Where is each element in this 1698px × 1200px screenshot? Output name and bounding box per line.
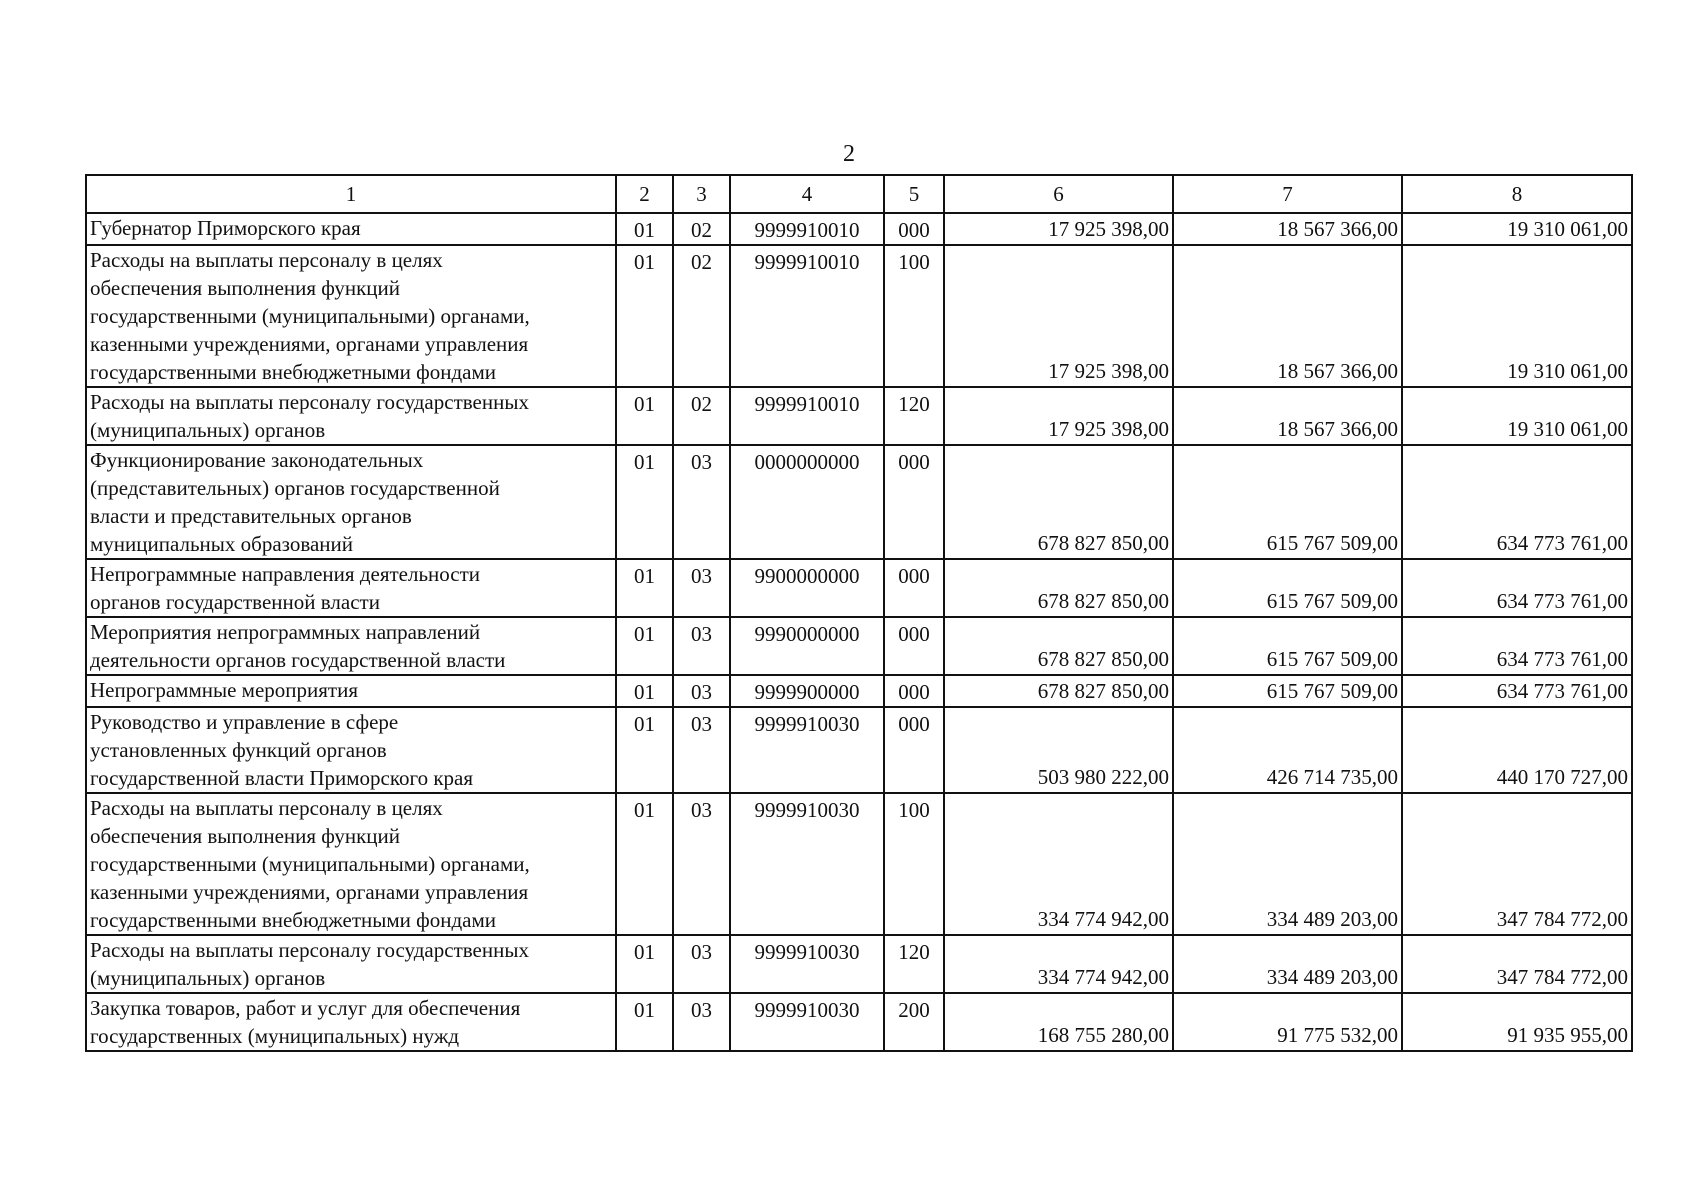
item-name-line: (муниципальных) органов <box>90 966 326 990</box>
target-article-code: 9999900000 <box>730 675 884 707</box>
item-name-line: обеспечения выполнения функций <box>90 276 401 300</box>
section-code: 01 <box>616 213 673 245</box>
item-name-line: Расходы на выплаты персоналу в целях <box>90 796 443 820</box>
item-name-line: деятельности органов государственной власти <box>90 648 506 672</box>
item-name-line: казенными учреждениями, органами управления <box>90 880 529 904</box>
amount-col-6: 334 774 942,00 <box>944 935 1173 993</box>
section-code: 01 <box>616 617 673 675</box>
amount-col-7: 18 567 366,00 <box>1173 245 1402 387</box>
table-row <box>86 793 1632 935</box>
table-body <box>86 213 1632 1051</box>
item-name-line: (муниципальных) органов <box>90 418 326 442</box>
item-name <box>86 675 616 707</box>
table-row <box>86 675 1632 707</box>
section-code: 01 <box>616 935 673 993</box>
expense-type-code: 000 <box>884 445 944 559</box>
expense-type-code: 120 <box>884 387 944 445</box>
item-name-line: Непрограммные направления деятельности <box>90 562 481 586</box>
item-name-line: органов государственной власти <box>90 590 380 614</box>
amount-col-8: 634 773 761,00 <box>1402 675 1632 707</box>
amount-col-7: 91 775 532,00 <box>1173 993 1402 1051</box>
amount-col-6: 678 827 850,00 <box>944 675 1173 707</box>
section-code: 01 <box>616 993 673 1051</box>
item-name <box>86 993 616 1051</box>
subsection-code: 03 <box>673 617 730 675</box>
budget-table <box>85 174 1633 1052</box>
expense-type-code: 000 <box>884 559 944 617</box>
item-name-line: государственных (муниципальных) нужд <box>90 1024 460 1048</box>
amount-col-7: 334 489 203,00 <box>1173 793 1402 935</box>
amount-col-8: 19 310 061,00 <box>1402 245 1632 387</box>
amount-col-7: 18 567 366,00 <box>1173 387 1402 445</box>
amount-col-6: 17 925 398,00 <box>944 245 1173 387</box>
item-name-line: Руководство и управление в сфере <box>90 710 399 734</box>
column-header-7: 7 <box>1173 175 1402 213</box>
item-name-line: (представительных) органов государственной <box>90 476 500 500</box>
amount-col-8: 634 773 761,00 <box>1402 445 1632 559</box>
expense-type-code: 100 <box>884 245 944 387</box>
item-name-line: государственными (муниципальными) органами, <box>90 304 530 328</box>
item-name <box>86 617 616 675</box>
column-header-4: 4 <box>730 175 884 213</box>
item-name-line: Расходы на выплаты персоналу государственных <box>90 938 529 962</box>
page-number: 2 <box>843 141 855 167</box>
amount-col-8: 634 773 761,00 <box>1402 617 1632 675</box>
amount-col-8: 347 784 772,00 <box>1402 935 1632 993</box>
amount-col-8: 19 310 061,00 <box>1402 213 1632 245</box>
amount-col-8: 440 170 727,00 <box>1402 707 1632 793</box>
item-name <box>86 245 616 387</box>
expense-type-code: 100 <box>884 793 944 935</box>
expense-type-code: 000 <box>884 213 944 245</box>
target-article-code: 9999910010 <box>730 245 884 387</box>
column-header-1: 1 <box>86 175 616 213</box>
item-name-line: Губернатор Приморского края <box>90 216 361 240</box>
amount-col-6: 503 980 222,00 <box>944 707 1173 793</box>
table-row <box>86 559 1632 617</box>
item-name-line: муниципальных образований <box>90 532 353 556</box>
item-name-line: государственными (муниципальными) органами, <box>90 852 530 876</box>
amount-col-6: 17 925 398,00 <box>944 387 1173 445</box>
item-name <box>86 445 616 559</box>
amount-col-7: 615 767 509,00 <box>1173 675 1402 707</box>
target-article-code: 9999910030 <box>730 793 884 935</box>
item-name-line: Функционирование законодательных <box>90 448 424 472</box>
table-row <box>86 707 1632 793</box>
column-header-6: 6 <box>944 175 1173 213</box>
amount-col-7: 334 489 203,00 <box>1173 935 1402 993</box>
table-row <box>86 993 1632 1051</box>
item-name-line: установленных функций органов <box>90 738 387 762</box>
item-name-line: государственными внебюджетными фондами <box>90 360 497 384</box>
item-name <box>86 387 616 445</box>
target-article-code: 9999910010 <box>730 213 884 245</box>
amount-col-6: 17 925 398,00 <box>944 213 1173 245</box>
section-code: 01 <box>616 445 673 559</box>
expense-type-code: 120 <box>884 935 944 993</box>
amount-col-7: 426 714 735,00 <box>1173 707 1402 793</box>
column-header-8: 8 <box>1402 175 1632 213</box>
target-article-code: 9999910030 <box>730 707 884 793</box>
amount-col-6: 678 827 850,00 <box>944 617 1173 675</box>
amount-col-7: 615 767 509,00 <box>1173 445 1402 559</box>
amount-col-8: 347 784 772,00 <box>1402 793 1632 935</box>
table-row <box>86 445 1632 559</box>
amount-col-6: 678 827 850,00 <box>944 445 1173 559</box>
column-header-3: 3 <box>673 175 730 213</box>
item-name-line: Расходы на выплаты персоналу государственных <box>90 390 529 414</box>
item-name-line: государственной власти Приморского края <box>90 766 474 790</box>
subsection-code: 03 <box>673 445 730 559</box>
amount-col-7: 615 767 509,00 <box>1173 617 1402 675</box>
item-name-line: Расходы на выплаты персоналу в целях <box>90 248 443 272</box>
subsection-code: 03 <box>673 793 730 935</box>
item-name-line: казенными учреждениями, органами управления <box>90 332 529 356</box>
item-name-line: власти и представительных органов <box>90 504 412 528</box>
table-header <box>86 175 1632 213</box>
item-name <box>86 793 616 935</box>
target-article-code: 9999910010 <box>730 387 884 445</box>
table-row <box>86 213 1632 245</box>
amount-col-8: 634 773 761,00 <box>1402 559 1632 617</box>
amount-col-7: 18 567 366,00 <box>1173 213 1402 245</box>
table-row <box>86 617 1632 675</box>
item-name-line: Закупка товаров, работ и услуг для обеспечения <box>90 996 521 1020</box>
subsection-code: 03 <box>673 559 730 617</box>
table-row <box>86 935 1632 993</box>
item-name-line: государственными внебюджетными фондами <box>90 908 497 932</box>
column-header-5: 5 <box>884 175 944 213</box>
subsection-code: 02 <box>673 387 730 445</box>
expense-type-code: 000 <box>884 675 944 707</box>
target-article-code: 9900000000 <box>730 559 884 617</box>
subsection-code: 03 <box>673 707 730 793</box>
amount-col-6: 334 774 942,00 <box>944 793 1173 935</box>
amount-col-8: 91 935 955,00 <box>1402 993 1632 1051</box>
expense-type-code: 200 <box>884 993 944 1051</box>
item-name-line: обеспечения выполнения функций <box>90 824 401 848</box>
amount-col-8: 19 310 061,00 <box>1402 387 1632 445</box>
target-article-code: 9990000000 <box>730 617 884 675</box>
item-name-line: Мероприятия непрограммных направлений <box>90 620 481 644</box>
item-name <box>86 935 616 993</box>
target-article-code: 9999910030 <box>730 993 884 1051</box>
item-name <box>86 559 616 617</box>
section-code: 01 <box>616 675 673 707</box>
section-code: 01 <box>616 387 673 445</box>
target-article-code: 9999910030 <box>730 935 884 993</box>
section-code: 01 <box>616 245 673 387</box>
expense-type-code: 000 <box>884 707 944 793</box>
subsection-code: 03 <box>673 935 730 993</box>
table-row <box>86 245 1632 387</box>
column-header-2: 2 <box>616 175 673 213</box>
expense-type-code: 000 <box>884 617 944 675</box>
subsection-code: 02 <box>673 213 730 245</box>
target-article-code: 0000000000 <box>730 445 884 559</box>
header-row <box>86 175 1632 213</box>
item-name <box>86 213 616 245</box>
section-code: 01 <box>616 559 673 617</box>
section-code: 01 <box>616 793 673 935</box>
subsection-code: 03 <box>673 675 730 707</box>
item-name-line: Непрограммные мероприятия <box>90 678 358 702</box>
amount-col-6: 168 755 280,00 <box>944 993 1173 1051</box>
section-code: 01 <box>616 707 673 793</box>
subsection-code: 02 <box>673 245 730 387</box>
amount-col-6: 678 827 850,00 <box>944 559 1173 617</box>
subsection-code: 03 <box>673 993 730 1051</box>
table-row <box>86 387 1632 445</box>
item-name <box>86 707 616 793</box>
amount-col-7: 615 767 509,00 <box>1173 559 1402 617</box>
